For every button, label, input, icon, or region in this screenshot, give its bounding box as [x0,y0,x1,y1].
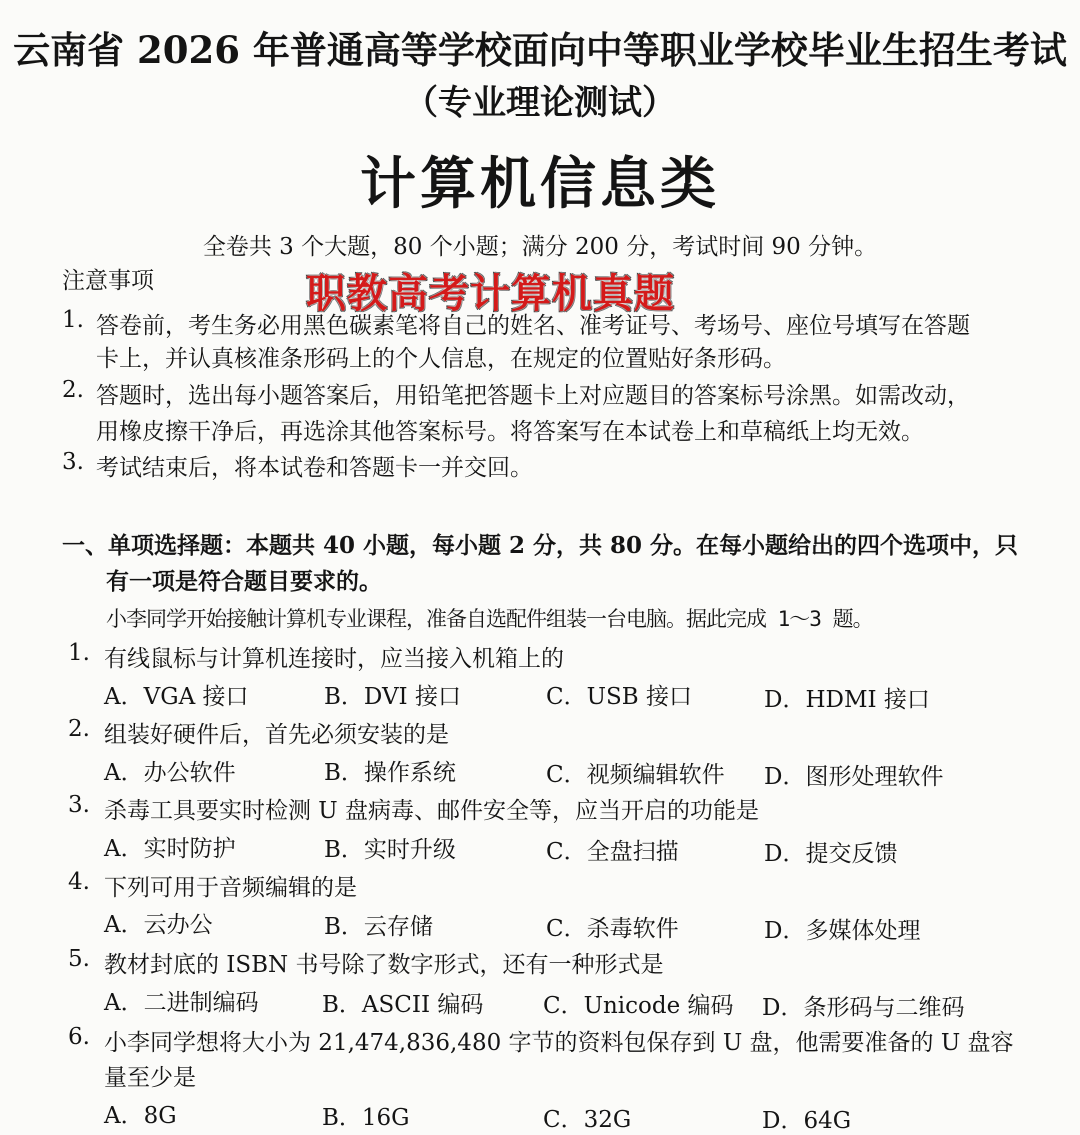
question-2-stem: 组装好硬件后，首先必须安装的是 [104,722,449,748]
question-2-option-d: D．图形处理软件 [764,764,944,790]
notice-item-3-line1: 考试结束后，将本试卷和答题卡一并交回。 [96,455,533,481]
question-1-option-b: B．DVI 接口 [324,684,461,710]
question-5-stem: 教材封底的 ISBN 书号除了数字形式，还有一种形式是 [104,952,664,978]
notice-heading: 注意事项 [62,268,154,294]
question-6-option-b: B．16G [322,1105,410,1131]
question-1-option-c: C．USB 接口 [546,684,692,710]
notice-item-2-line2: 用橡皮擦干净后，再选涂其他答案标号。将答案写在本试卷上和草稿纸上均无效。 [96,419,924,445]
watermark-banner: 职教高考计算机真题 [306,271,675,317]
notice-item-1-num: 1. [62,307,84,333]
question-6-option-a: A．8G [104,1103,177,1129]
question-2-num: 2. [68,716,90,742]
notice-item-1-line2: 卡上，并认真核准条形码上的个人信息，在规定的位置贴好条形码。 [96,346,786,372]
question-5-option-b: B．ASCII 编码 [322,992,484,1018]
notice-item-2-num: 2. [62,377,84,403]
question-4-num: 4. [68,869,90,895]
question-6-option-c: C．32G [543,1107,632,1133]
question-1-stem: 有线鼠标与计算机连接时，应当接入机箱上的 [104,646,564,672]
question-5-option-c: C．Unicode 编码 [543,993,734,1019]
section-1-intro: 小李同学开始接触计算机专业课程，准备自选配件组装一台电脑。据此完成 1～3 题。 [106,607,873,631]
exam-summary: 全卷共 3 个大题，80 个小题；满分 200 分，考试时间 90 分钟。 [202,234,878,260]
exam-title: 云南省 2026 年普通高等学校面向中等职业学校毕业生招生考试 [13,28,1067,72]
question-5-option-a: A．二进制编码 [104,990,259,1016]
question-4-option-a: A．云办公 [104,912,213,938]
notice-item-3-num: 3. [62,449,84,475]
question-2-option-a: A．办公软件 [104,760,236,786]
notice-item-1-line1: 答卷前，考生务必用黑色碳素笔将自己的姓名、准考证号、考场号、座位号填写在答题 [96,313,970,339]
exam-subtitle: （专业理论测试） [404,83,676,123]
question-6-stem: 小李同学想将大小为 21,474,836,480 字节的资料包保存到 U 盘，他需要准备的 U 盘容 [104,1030,1014,1056]
question-6-stem-cont: 量至少是 [104,1065,196,1091]
question-1-option-a: A．VGA 接口 [104,684,249,710]
question-1-option-d: D．HDMI 接口 [764,687,930,713]
question-4-option-c: C．杀毒软件 [546,916,679,942]
question-2-option-b: B．操作系统 [324,760,456,786]
question-3-stem: 杀毒工具要实时检测 U 盘病毒、邮件安全等，应当开启的功能是 [104,798,760,824]
question-1-num: 1. [68,640,90,666]
question-5-option-d: D．条形码与二维码 [762,995,965,1021]
question-4-option-d: D．多媒体处理 [764,918,921,944]
question-2-option-c: C．视频编辑软件 [546,762,725,788]
question-3-num: 3. [68,792,90,818]
section-1-heading-line1: 一、单项选择题：本题共 40 小题，每小题 2 分，共 80 分。在每小题给出的四个选项中，只 [62,532,1019,559]
question-3-option-b: B．实时升级 [324,837,456,863]
notice-item-2-line1: 答题时，选出每小题答案后，用铅笔把答题卡上对应题目的答案标号涂黑。如需改动， [96,383,970,409]
question-6-option-d: D．64G [762,1108,852,1134]
question-3-option-a: A．实时防护 [104,836,236,862]
question-4-option-b: B．云存储 [324,914,433,940]
question-3-option-d: D．提交反馈 [764,841,898,867]
question-5-num: 5. [68,946,90,972]
subject-title: 计算机信息类 [360,151,720,217]
question-6-num: 6. [68,1024,90,1050]
question-3-option-c: C．全盘扫描 [546,839,679,865]
question-4-stem: 下列可用于音频编辑的是 [104,875,357,901]
section-1-heading-line2: 有一项是符合题目要求的。 [106,568,382,595]
